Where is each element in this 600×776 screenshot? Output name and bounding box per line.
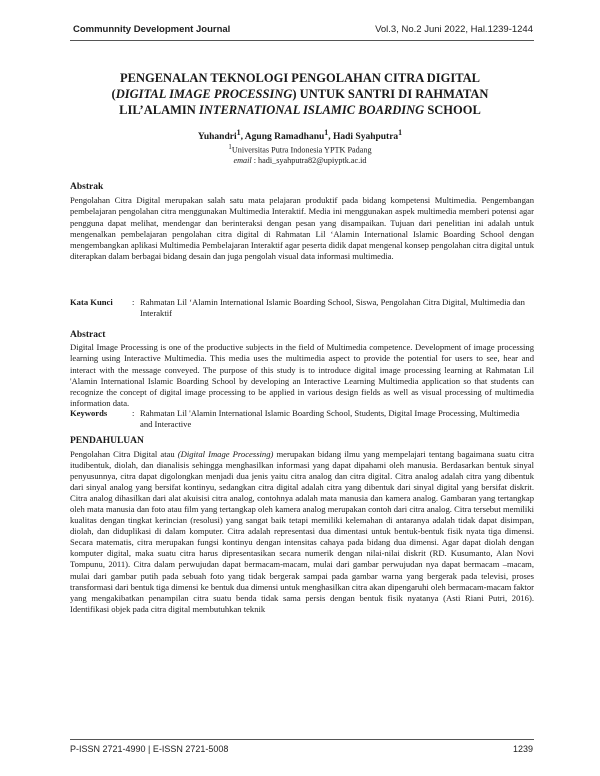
abstract-body: Digital Image Processing is one of the productive subjects in the field of Multimedia competence. Development of image processing learning using Interactive Multimedia. This media uses the multimedia aspect to provide the potential for users to see, hear and interact with the message conveyed. The purpose of this study is to introduce digital image processing learning at Rahmatan Lil 'Alamin International Islamic Boarding School by developing an Interactive Learning Multimedia application so that students can recognize the concept of digital image processing to be applied in various design fields as well as visual processing of multimedia information data. (70, 342, 534, 409)
affiliation: $^1$Universitas Putra Indonesia YPTK Padang (228, 144, 372, 155)
kata-kunci-list: Rahmatan Lil ‘Alamin International Islamic Boarding School, Siswa, Pengolahan Citra Digital, Multimedia dan Interaktif (140, 297, 525, 319)
keywords-row: Keywords : Rahmatan Lil 'Alamin International Islamic Boarding School, Students, Digital Image Processing, Multimedia and Interactive (70, 408, 534, 431)
keywords-label: Keywords (70, 408, 108, 418)
title-line-1: PENGENALAN TEKNOLOGI PENGOLAHAN CITRA DIGITAL (119, 71, 480, 85)
kata-kunci-label: Kata Kunci (70, 297, 113, 307)
abstrak-body: Pengolahan Citra Digital merupakan salah satu mata pelajaran produktif pada bidang kompetensi Multimedia. Pengembangan pembelajaran pengolahan citra menggunakan Multimedia Interaktif. Media ini menggunakan aspek multimedia memberi potensi agar pengguna dapat melihat, mendengar dan berinteraksi dengan pesan yang disampaikan. Tujuan dari penelitian ini adalah untuk mengenalkan pembelajaran pengolahan citra digital di Rahmatan Lil ‘Alamin International Islamic Boarding School dengan mengembangkan aplikasi Multimedia Pembelajaran Interaktif agar peserta didik dapat mengenal konsep pengolahan citra digital untuk diterapkan dalam berbagai bidang desain dan juga pengolah visual data informasi multimedia. (70, 195, 534, 262)
author-email: email : hadi_syahputra82@upiyptk.ac.id (233, 156, 367, 165)
abstract-heading: Abstract (70, 330, 106, 340)
header-divider (70, 40, 534, 41)
footer-divider (70, 739, 534, 740)
journal-name: Communnity Development Journal (73, 24, 231, 35)
author-name: Agung Ramadhanu (244, 132, 325, 143)
italic-term: (Digital Image Processing) (177, 449, 274, 459)
keywords-list: Rahmatan Lil 'Alamin International Islamic Boarding School, Students, Digital Image Processing, Multimedia and Interactive (140, 408, 520, 430)
paper-title: PENGENALAN TEKNOLOGI PENGOLAHAN CITRA DIGITAL (DIGITAL IMAGE PROCESSING) UNTUK SANTRI DI RAHMATAN LIL’ALAMIN INTERNATIONAL ISLAMIC BOARDING SCHOOL (111, 71, 489, 117)
author-name: Hadi Syahputra (332, 132, 399, 143)
kata-kunci-row: Kata Kunci : Rahmatan Lil ‘Alamin International Islamic Boarding School, Siswa, Pengolahan Citra Digital, Multimedia dan Interaktif (70, 297, 534, 320)
title-italic-school: INTERNATIONAL ISLAMIC BOARDING (198, 103, 425, 117)
page-number: 1239 (512, 744, 533, 754)
pendahuluan-body: Pengolahan Citra Digital atau (Digital Image Processing) merupakan bidang ilmu yang mempelajari tentang bagaimana suatu citra itudibentuk, diolah, dan dianalisis sehingga menghasilkan informasi yang dapat dipahami oleh manusia. Berdasarkan bentuk sinyal penyusunnya, citra dapat digolongkan menjadi dua jenis yaitu citra analog dan citra digital. Citra analog adalah citra yang dibentuk dari sinyal analog yang bersifat kontinyu, sedangkan citra digital adalah citra yang dibentuk dari sinyal digital yang bersifat diskrit. Citra analog dihasilkan dari alat akuisisi citra analog, contohnya adalah mata manusia dan kamera analog. Gambaran yang tertangkap oleh mata manusia dan foto atau film yang tertangkap oleh kamera analog merupakan contoh dari citra analog. Citra tersebut memiliki kualitas dengan tingkat kerincian (resolusi) yang sangat baik tetapi memiliki kelemahan di antaranya adalah tidak dapat disimpan, diolah, dan diduplikasi di dalam komputer. Citra adalah representasi dua dimentasi untuk bentuk-bentuk fisik nyata tiga dimensi. Secara matematis, citra merupakan fungsi kontinyu dengan intensitas cahaya pada bidang dua dimensi. Agar dapat diolah dengan komputer digital, maka suatu citra harus dipresentasikan secara numerik dengan nilai-nilai diskrit (RD. Kusumanto, Alan Novi Tompunu, 2011). Citra dalam perwujudan dapat bermacam-macam, mulai dari gambar perwujudan nya dapat bermacam –macam, mulai dari gambar putih pada sebuah foto yang tidak bergerak sampai pada gambar warna yang bergerak pada televisi, proses transformasi dari bentuk tiga dimensi ke bentuk dua dimensi untuk menghasilkan citra akan dipengaruhi oleh bermacam-macam faktor yang mengakibatkan penampilan citra suatu benda tidak sama persis dengan bentuk fisik nyatanya (Asti Riani Putri, 2016). Identifikasi objek pada citra digital membutuhkan teknik (70, 449, 535, 614)
author-name: Yuhandri (197, 132, 237, 143)
author-list: Yuhandri$^1$, Agung Ramadhanu$^1$, Hadi Syahputra$^1$ (197, 128, 403, 143)
issn-info: P-ISSN 2721-4990 | E-ISSN 2721-5008 (70, 744, 229, 754)
title-italic-term: DIGITAL IMAGE PROCESSING (115, 87, 293, 101)
pendahuluan-heading: PENDAHULUAN (70, 436, 144, 446)
abstrak-heading: Abstrak (70, 182, 104, 192)
issue-info: Vol.3, No.2 Juni 2022, Hal.1239-1244 (375, 24, 533, 35)
